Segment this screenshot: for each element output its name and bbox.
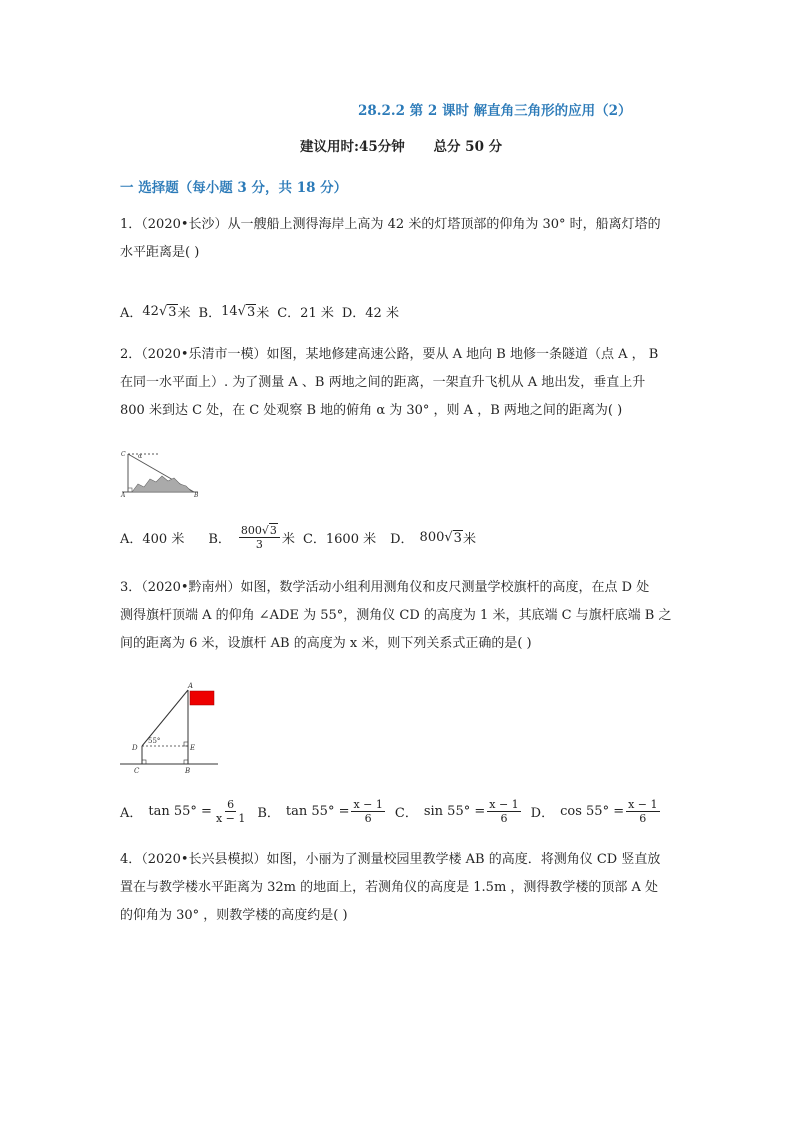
q3-option-b-function: tan 55° = — [285, 804, 350, 819]
q3-option-d-fraction — [626, 798, 659, 825]
q1-option-a[interactable]: A． 42 √ 3 米 — [120, 304, 191, 321]
q2-option-b-fraction: $\frac{800√3}{3}$ — [239, 524, 280, 551]
q2-fig-label-b: B — [194, 492, 199, 498]
question-2-line-1: 2．（2020•乐清市一模）如图，某地修建高速公路，要从 A 地向 B 地修一条隧道（点 A ， B — [120, 347, 659, 362]
q3-fig-label-b: B — [185, 767, 191, 775]
q2-option-b-denominator: 3 — [255, 538, 263, 551]
q1-option-b[interactable]: B． 14 √ 3 米 — [198, 304, 270, 321]
q3-option-a-numerator: 6 — [227, 798, 235, 811]
q3-option-a-fraction — [214, 798, 247, 825]
question-3-line-3: 间的距离为 6 米，设旗杆 AB 的高度为 x 米，则下列关系式正确的是( ) — [120, 636, 532, 651]
q2-option-d-radicand: 3 — [453, 530, 462, 546]
total-score: 总分 50 分 — [433, 139, 503, 155]
q3-option-d-label: D． — [530, 806, 555, 821]
q2-option-b-num-radicand: 3 — [269, 524, 277, 537]
q3-option-a[interactable] — [120, 798, 249, 825]
q3-option-a-function: tan 55° = — [148, 804, 212, 819]
q3-option-d-denominator: 6 — [639, 812, 647, 825]
page-title: 28.2.2 第 2 课时 解直角三角形的应用（2） — [358, 103, 632, 119]
q3-fig-flag — [190, 691, 214, 705]
question-4-line-1: 4．（2020•长兴县模拟）如图，小丽为了测量校园里教学楼 AB 的高度．将测角仪 CD 竖直放 — [120, 852, 661, 867]
section-heading: 一 选择题（每小题 3 分，共 18 分） — [120, 180, 348, 196]
q2-option-b-num-coef: 800 — [240, 524, 262, 537]
q1-option-a-label: A． — [120, 306, 143, 321]
q3-option-d-function: cos 55° = — [560, 804, 625, 819]
q1-option-c[interactable]: C．21 米 — [277, 306, 334, 321]
question-4 — [120, 846, 680, 930]
q3-option-c-denominator: 6 — [500, 812, 508, 825]
question-3 — [120, 574, 680, 658]
q2-fig-label-c: C — [121, 451, 126, 458]
q1-option-a-coef: 42 — [142, 304, 159, 319]
q3-option-c-numerator: x − 1 — [489, 798, 519, 811]
q3-fig-right-angle-b — [184, 760, 188, 764]
suggested-time: 建议用时:45分钟 — [300, 139, 405, 155]
q2-fig-mountain — [132, 476, 192, 492]
q3-option-a-label: A． — [120, 806, 143, 821]
question-3-line-2: 测得旗杆顶端 A 的仰角 ∠ADE 为 55°，测角仪 CD 的高度为 1 米，其底端 C 与旗杆底端 B 之 — [120, 608, 672, 623]
q3-option-c[interactable] — [395, 798, 523, 825]
q3-option-b-label: B． — [257, 806, 280, 821]
q2-option-d[interactable]: D． 800 √ 3 米 — [390, 530, 476, 547]
q2-option-d-coef: 800 — [419, 530, 445, 545]
question-1 — [120, 211, 680, 267]
question-2-options — [120, 524, 484, 551]
q3-option-b-denominator: 6 — [364, 812, 372, 825]
q3-option-c-function: sin 55° = — [423, 804, 486, 819]
q2-fig-label-a: A — [121, 492, 126, 498]
q2-option-c[interactable]: C．1600 米 — [302, 532, 377, 547]
q3-fig-label-d: D — [132, 744, 138, 752]
q3-fig-right-angle-e — [184, 742, 188, 746]
question-2-figure — [118, 446, 200, 498]
q2-option-d-unit: 米 — [462, 532, 476, 547]
q3-option-c-label: C． — [394, 806, 418, 821]
q2-option-b-label: B． — [208, 532, 231, 547]
q3-option-b-numerator: x − 1 — [353, 798, 383, 811]
q1-option-d[interactable]: D．42 米 — [341, 306, 399, 321]
question-1-line-1: 1．（2020•长沙）从一艘船上测得海岸上高为 42 米的灯塔顶部的仰角为 30° 时，船离灯塔的 — [120, 217, 661, 232]
q1-option-a-unit: 米 — [177, 306, 191, 321]
q3-option-a-denominator: x − 1 — [215, 812, 246, 825]
question-3-line-1: 3．（2020•黔南州）如图，数学活动小组利用测角仪和皮尺测量学校旗杆的高度，在点 D 处 — [120, 580, 650, 595]
q2-fig-label-alpha: α — [138, 453, 143, 460]
q2-fig-right-angle — [128, 488, 132, 492]
q3-fig-label-c: C — [134, 767, 140, 775]
q3-option-c-fraction — [487, 798, 520, 825]
q1-option-a-radicand: 3 — [168, 304, 177, 320]
q3-option-d[interactable] — [531, 798, 662, 825]
q1-option-b-label: B． — [198, 306, 222, 321]
question-4-line-3: 的仰角为 30° ，则教学楼的高度约是( ) — [120, 908, 348, 923]
q2-option-b-unit: 米 — [281, 532, 295, 547]
q3-fig-angle-label: 55° — [148, 737, 161, 745]
page-subtitle — [300, 135, 526, 155]
q1-option-b-radicand: 3 — [246, 304, 256, 320]
q2-option-d-label: D． — [390, 532, 414, 547]
q2-option-a[interactable]: A．400 米 — [120, 532, 185, 547]
question-1-line-2: 水平距离是( ) — [120, 245, 200, 260]
q3-option-b[interactable] — [257, 798, 387, 825]
q1-option-b-coef: 14 — [221, 304, 238, 319]
question-4-line-2: 置在与教学楼水平距离为 32m 的地面上，若测角仪的高度是 1.5m ，测得教学楼的顶部 A 处 — [120, 880, 659, 895]
question-3-figure — [118, 680, 222, 776]
question-2 — [120, 341, 680, 425]
question-3-options — [120, 798, 670, 825]
question-2-line-2: 在同一水平面上）. 为了测量 A 、B 两地之间的距离，一架直升飞机从 A 地出发，垂直上升 — [120, 375, 646, 390]
q3-fig-label-e: E — [190, 744, 196, 752]
q3-option-d-numerator: x − 1 — [628, 798, 658, 811]
q3-fig-right-angle-c — [142, 760, 146, 764]
q1-option-b-unit: 米 — [256, 306, 270, 321]
question-1-options — [120, 302, 407, 321]
q3-option-b-fraction — [351, 798, 384, 825]
question-2-line-3: 800 米到达 C 处，在 C 处观察 B 地的俯角 α 为 30° ，则 A ，B 两地之间的距离为( ) — [120, 403, 623, 418]
q2-option-b[interactable] — [208, 524, 295, 551]
q3-fig-label-a: A — [188, 682, 194, 690]
